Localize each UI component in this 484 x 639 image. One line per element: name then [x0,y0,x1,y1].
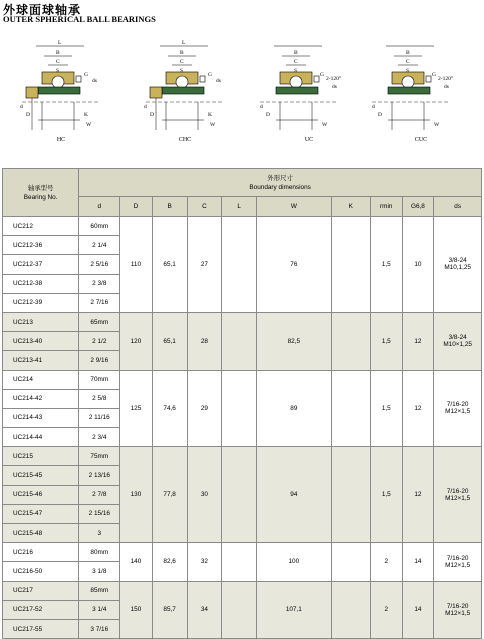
dim-b-cell: 77,8 [152,447,187,543]
dim-w-cell: 82,5 [257,312,331,370]
dimension-label: S [180,68,184,74]
dimension-label: K [84,112,88,118]
dimension-label: K [208,112,212,118]
dim-rmin-cell: 2 [370,543,402,581]
dimension-label: L [58,40,62,46]
ds-thread-inch: 7/16-20 [446,401,469,409]
bearing-no-header: 轴承型号 Bearing No. [3,169,79,217]
bore-d-cell: 2 5/16 [79,255,120,274]
dim-ds-cell [434,447,482,543]
dim-g-cell: 10 [402,217,434,313]
bearing-number-cell: UC212-39 [3,293,79,312]
dimension-label: W [86,122,92,128]
dimension-label: B [294,50,298,56]
bearing-number-cell: UC212-37 [3,255,79,274]
bearing-number-cell: UC217-55 [3,619,79,638]
dim-l-cell [222,543,257,581]
dim-ds-cell [434,370,482,447]
dim-d-cell: 150 [120,581,152,639]
bore-d-cell: 2 5/8 [79,389,120,408]
bore-d-cell: 60mm [79,217,120,236]
bearing-number-cell: UC214-44 [3,428,79,447]
ds-thread-inch: 3/8-24 [448,257,467,265]
dimension-label: d [144,104,147,110]
dimension-label: B [406,50,410,56]
ds-thread-metric: M12×1,5 [445,408,471,416]
dim-l-cell [222,447,257,543]
bearing-diagrams [0,32,484,150]
dimension-label: L [182,40,186,46]
bearing-number-cell: UC216 [3,543,79,562]
dimension-label: G [208,72,212,78]
dim-b-cell: 82,6 [152,543,187,581]
dim-w-cell: 94 [257,447,331,543]
bearing-number-cell: UC216-50 [3,562,79,581]
diagram-label: HC [56,137,66,143]
dim-w-cell: 89 [257,370,331,447]
bore-d-cell: 2 7/8 [79,485,120,504]
dim-g-cell: 12 [402,370,434,447]
bearing-number-cell: UC214-43 [3,408,79,427]
dimension-label: 2-120° [438,76,454,82]
bearing-number-cell: UC214 [3,370,79,389]
ds-thread-inch: 3/8-24 [448,334,467,342]
ball [176,76,188,88]
bearing-number-cell: UC215-45 [3,466,79,485]
dimension-label: W [210,122,216,128]
dim-rmin-cell: 1,5 [370,312,402,370]
diagram-cuc [366,32,476,150]
dimension-label: C [56,59,60,65]
dim-b-cell: 65,1 [152,217,187,313]
ds-thread-inch: 7/16-20 [446,487,469,495]
dimension-label: S [406,68,410,74]
dim-c-cell: 34 [187,581,222,639]
inner-ring [276,87,318,94]
dim-d-cell: 125 [120,370,152,447]
dim-k-cell [331,543,370,581]
bearing-spec-table [2,168,482,639]
dim-k-cell [331,217,370,313]
bore-d-cell: 75mm [79,447,120,466]
bore-d-cell: 2 1/4 [79,236,120,255]
ds-thread-metric: M10,1,25 [444,264,471,272]
dim-c-cell: 28 [187,312,222,370]
dimension-label: d [20,104,23,110]
inner-ring [388,87,430,94]
collar [26,87,38,98]
dim-l-cell [222,370,257,447]
dim-d-cell: 110 [120,217,152,313]
dim-b-cell: 65,1 [152,312,187,370]
table-row [3,447,482,466]
bearing-number-cell: UC213 [3,312,79,331]
set-screw [200,76,205,82]
bore-d-cell: 3 1/4 [79,600,120,619]
bore-d-cell: 65mm [79,312,120,331]
diagram-hc [6,32,116,150]
inner-ring [162,87,204,94]
bore-d-cell: 2 7/16 [79,293,120,312]
bore-d-cell: 2 13/16 [79,466,120,485]
dimension-label: S [294,68,298,74]
dim-d-cell: 140 [120,543,152,581]
diagram-label: UC [304,137,314,143]
dimension-label: C [180,59,184,65]
ds-thread-inch: 7/16-20 [446,602,469,610]
diagram-label: CHC [178,137,192,143]
dim-ds-cell [434,543,482,581]
table-row [3,581,482,600]
dimension-label: B [56,50,60,56]
dim-k-cell [331,581,370,639]
page-title-en: OUTER SPHERICAL BALL BEARINGS [3,14,156,24]
bore-d-cell: 3 7/16 [79,619,120,638]
diagram-chc [130,32,240,150]
col-header-d: d [79,197,120,217]
dim-w-cell: 107,1 [257,581,331,639]
dim-g-cell: 12 [402,312,434,370]
dimension-label: G [320,72,324,78]
bore-d-cell: 2 1/2 [79,332,120,351]
ds-thread-metric: M12×1,5 [445,494,471,502]
table-row [3,217,482,236]
dimension-label: G [432,72,436,78]
col-header-L: L [222,197,257,217]
bearing-number-cell: UC215 [3,447,79,466]
bearing-number-cell: UC212-36 [3,236,79,255]
dim-rmin-cell: 1,5 [370,447,402,543]
col-header-G: G6,8 [402,197,434,217]
bore-d-cell: 3 [79,524,120,543]
ball [290,76,302,88]
diagram-uc [254,32,364,150]
bore-d-cell: 70mm [79,370,120,389]
dimension-label: ds [332,84,337,90]
dim-d-cell: 130 [120,447,152,543]
dim-rmin-cell: 2 [370,581,402,639]
dimension-label: W [322,122,328,128]
dim-c-cell: 29 [187,370,222,447]
dim-g-cell: 12 [402,447,434,543]
ball [52,76,64,88]
dimension-label: d [372,104,375,110]
ds-thread-metric: M12×1,5 [445,561,471,569]
table-row [3,312,482,331]
set-screw [426,76,431,82]
dim-k-cell [331,312,370,370]
bearing-drawing [254,32,364,136]
dimension-label: D [266,112,270,118]
bearing-number-cell: UC213-41 [3,351,79,370]
bearing-number-cell: UC215-47 [3,504,79,523]
dim-rmin-cell: 1,5 [370,217,402,313]
bore-d-cell: 2 15/16 [79,504,120,523]
bearing-number-cell: UC212 [3,217,79,236]
col-header-B: B [152,197,187,217]
table-row [3,370,482,389]
col-header-ds: ds [434,197,482,217]
bore-d-cell: 80mm [79,543,120,562]
diagram-label: CUC [414,137,428,143]
table-row [3,543,482,562]
col-header-K: K [331,197,370,217]
bearing-number-cell: UC217 [3,581,79,600]
ds-thread-metric: M12×1,5 [445,609,471,617]
set-screw [76,76,81,82]
dimension-label: d [260,104,263,110]
dim-rmin-cell: 1,5 [370,370,402,447]
dim-k-cell [331,447,370,543]
bearing-number-cell: UC217-52 [3,600,79,619]
bearing-number-cell: UC215-48 [3,524,79,543]
bore-d-cell: 3 1/8 [79,562,120,581]
dimension-label: G [84,72,88,78]
dim-g-cell: 14 [402,543,434,581]
dimension-label: D [378,112,382,118]
dim-ds-cell [434,217,482,313]
dim-l-cell [222,217,257,313]
dimension-label: B [180,50,184,56]
dim-w-cell: 76 [257,217,331,313]
dim-ds-cell [434,581,482,639]
dimension-label: S [56,68,60,74]
dim-c-cell: 30 [187,447,222,543]
dimension-label: C [294,59,298,65]
bore-d-cell: 2 3/8 [79,274,120,293]
bearing-number-cell: UC214-42 [3,389,79,408]
bore-d-cell: 85mm [79,581,120,600]
bearing-drawing [366,32,476,136]
ball [402,76,414,88]
dim-g-cell: 14 [402,581,434,639]
dim-d-cell: 120 [120,312,152,370]
dimension-label: ds [216,78,221,84]
col-header-D: D [120,197,152,217]
dim-l-cell [222,312,257,370]
dimension-label: W [434,122,440,128]
bearing-number-cell: UC213-40 [3,332,79,351]
bearing-number-cell: UC212-38 [3,274,79,293]
bore-d-cell: 2 3/4 [79,428,120,447]
dim-c-cell: 32 [187,543,222,581]
ds-thread-inch: 7/16-20 [446,554,469,562]
dim-c-cell: 27 [187,217,222,313]
bearing-number-cell: UC215-46 [3,485,79,504]
col-header-C: C [187,197,222,217]
dim-b-cell: 85,7 [152,581,187,639]
col-header-rmin: rmin [370,197,402,217]
dimension-label: C [406,59,410,65]
bore-d-cell: 2 9/16 [79,351,120,370]
dimension-label: ds [92,78,97,84]
dim-ds-cell [434,312,482,370]
dim-l-cell [222,581,257,639]
table-body [3,217,482,639]
dimension-label: D [26,112,30,118]
page-title-cn: 外球面球轴承 [3,3,82,17]
set-screw [314,76,319,82]
dimension-label: ds [444,84,449,90]
bearing-drawing [130,32,240,136]
col-header-W: W [257,197,331,217]
collar [150,87,162,98]
dim-w-cell: 100 [257,543,331,581]
inner-ring [38,87,80,94]
dimension-label: D [150,112,154,118]
dimension-label: 2-120° [326,76,342,82]
bore-d-cell: 2 11/16 [79,408,120,427]
boundary-dimensions-header: 外形尺寸 Boundary dimensions [79,169,482,197]
dim-k-cell [331,370,370,447]
dim-b-cell: 74,6 [152,370,187,447]
bearing-drawing [6,32,116,136]
ds-thread-metric: M10×1,25 [443,341,472,349]
